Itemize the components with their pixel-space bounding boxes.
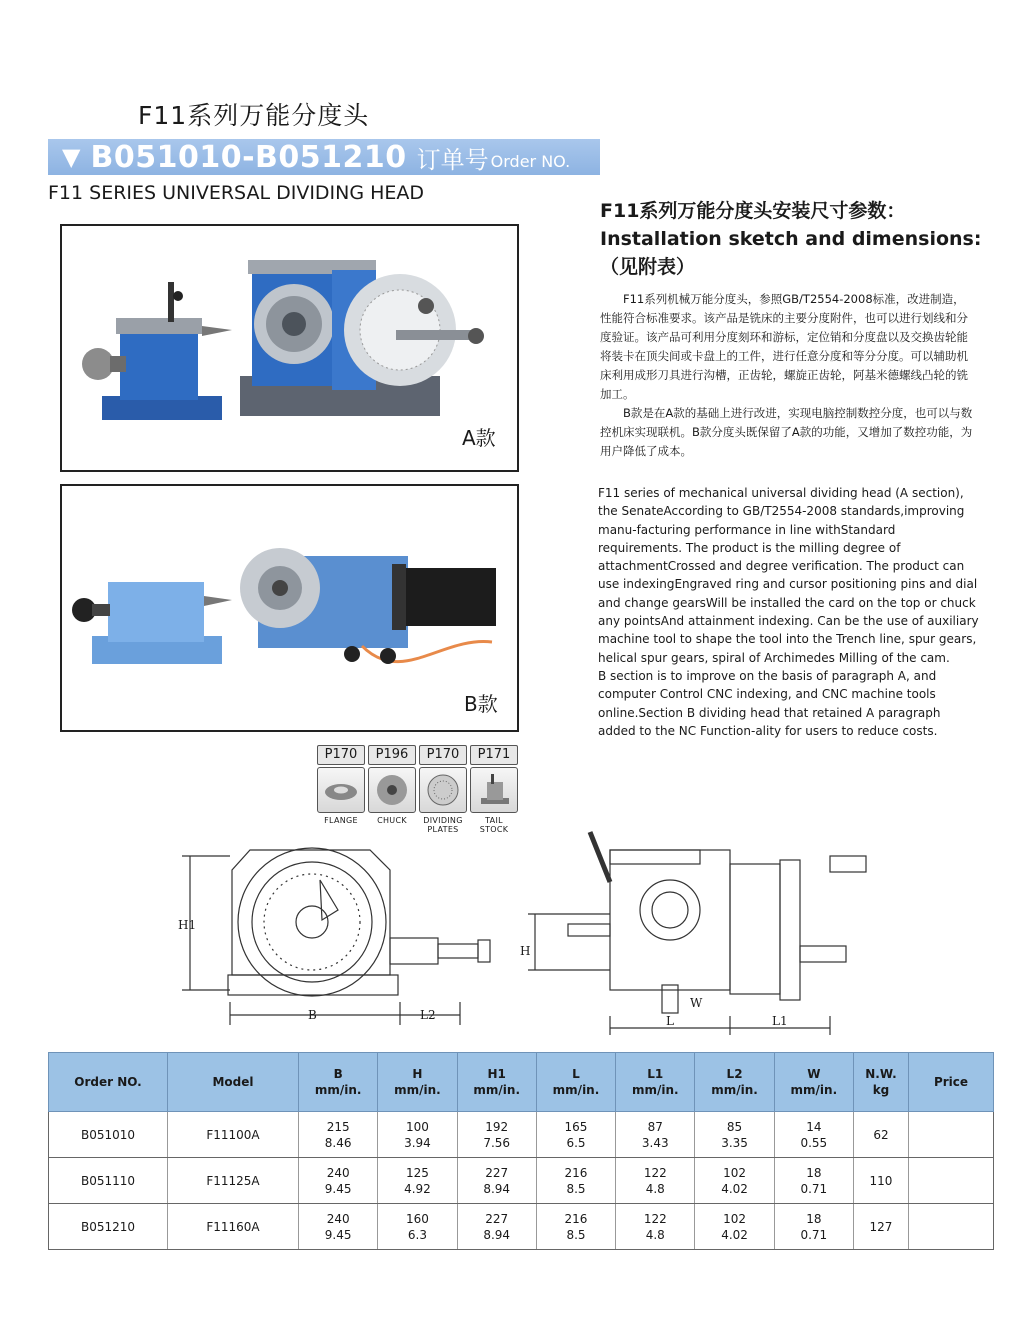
table-cell: B051010 [49,1112,168,1158]
spec-title-en: Installation sketch and dimensions: [600,228,982,250]
table-cell: 122 4.8 [616,1158,695,1204]
col-h1: H1 mm/in. [457,1053,536,1112]
spec-table [48,1052,994,1250]
page-title-en: F11 SERIES UNIVERSAL DIVIDING HEAD [48,182,425,204]
table-cell: F11100A [168,1112,299,1158]
dim-h-label: H [520,944,531,958]
spec-title-cn: F11系列万能分度头安装尺寸参数： [600,200,906,222]
accessory-page: P171 [470,745,518,765]
table-cell: 18 0.71 [774,1204,853,1250]
table-row [49,1204,994,1250]
col-w: W mm/in. [774,1053,853,1112]
triangle-down-icon: ▼ [62,143,81,171]
dim-l2-label: L2 [420,1008,436,1022]
table-cell: 216 8.5 [536,1204,615,1250]
table-cell: 122 4.8 [616,1204,695,1250]
table-cell-price [909,1204,994,1250]
dividing-head-a-image [62,226,517,470]
description-en [598,484,980,740]
order-label-en: Order NO. [490,151,571,171]
table-cell: 165 6.5 [536,1112,615,1158]
description-cn-p2: B款是在A款的基础上进行改进，实现电脑控制数控分度，也可以与数控机床实现联机。B款分度头既保留了A款的功能，又增加了数控功能，为用户降低了成本。 [600,406,973,458]
table-cell-price [909,1158,994,1204]
spec-title-note: （见附表） [600,256,696,278]
dim-l-label: L [666,1014,674,1028]
col-l: L mm/in. [536,1053,615,1112]
order-label-cn: 订单号 [416,145,489,174]
photo-a-label: A款 [462,426,496,450]
accessory-label: TAIL STOCK [479,816,509,834]
flange-icon [317,767,365,813]
spec-heading [600,197,981,281]
table-cell: 18 0.71 [774,1158,853,1204]
dim-l1-label: L1 [772,1014,788,1028]
description-en-p2: B section is to improve on the basis of paragraph A, and computer Control CNC indexing, and CNC machine tools online.Section B dividing head that retained A paragraph added to the NC Function-ality for users to reduce costs. [598,668,941,738]
table-cell: 240 9.45 [299,1158,378,1204]
dim-h1-label: H1 [178,918,197,932]
table-cell: B051210 [49,1204,168,1250]
table-cell: 87 3.43 [616,1112,695,1158]
table-header-row [49,1053,994,1112]
photo-b-frame [60,484,519,732]
dim-b-label: B [308,1008,317,1022]
table-cell: 62 [853,1112,908,1158]
photo-a-frame [60,224,519,472]
dividing-head-b-image [62,486,517,730]
accessory-label: DIVIDING PLATES [423,816,463,834]
technical-drawing [170,820,900,1040]
order-banner [48,139,600,175]
accessory-page: P196 [368,745,416,765]
table-cell: 227 8.94 [457,1204,536,1250]
table-row [49,1158,994,1204]
accessory-page: P170 [317,745,365,765]
dim-w-label: W [690,996,703,1010]
table-cell: 127 [853,1204,908,1250]
order-range: B051010-B051210 [90,139,407,175]
table-row [49,1112,994,1158]
col-l1: L1 mm/in. [616,1053,695,1112]
table-cell: 85 3.35 [695,1112,774,1158]
accessory-label: FLANGE [324,816,358,825]
front-view-drawing [182,848,490,1025]
table-cell: 227 8.94 [457,1158,536,1204]
table-cell: 100 3.94 [378,1112,457,1158]
col-model: Model [168,1053,299,1112]
table-cell: 240 9.45 [299,1204,378,1250]
table-cell: 192 7.56 [457,1112,536,1158]
chuck-icon [368,767,416,813]
accessory-label: CHUCK [377,816,407,825]
table-cell: F11160A [168,1204,299,1250]
accessory-page: P170 [419,745,467,765]
col-h: H mm/in. [378,1053,457,1112]
col-order-no: Order NO. [49,1053,168,1112]
tailstock-icon [470,767,518,813]
description-en-p1: F11 series of mechanical universal dividing head (A section), the SenateAccording to GB/T2554-2008 standards,improving manu-facturing performance in line withStandard requirements. The product is the milling degree of attachmentCrossed and degree verification. The product can use indexingEngraved ring and cursor positioning pins and dial and change gearsWill be installed the card on the top or chuck any pointsAnd attainment indexing. Can be the use of auxiliary machine tool to shape the tool into the Trench line, spur gears, helical spur gears, spiral of Archimedes Milling of the cam. [598,486,979,665]
table-cell: 102 4.02 [695,1204,774,1250]
page-title-cn: F11系列万能分度头 [138,101,370,130]
description-cn-p1: F11系列机械万能分度头，参照GB/T2554-2008标准，改进制造，性能符合标准要求。该产品是铣床的主要分度附件，也可以进行划线和分度验证。该产品可利用分度刻环和游标，定位销和分度盘以及交换齿轮能将装卡在顶尖间或卡盘上的工件，进行任意分度和等分分度。可以辅助机床利用成形刀具进行沟槽，正齿轮，螺旋正齿轮，阿基米德螺线凸轮的铣加工。 [600,292,968,401]
col-b: B mm/in. [299,1053,378,1112]
table-cell-price [909,1112,994,1158]
table-cell: 216 8.5 [536,1158,615,1204]
photo-b-label: B款 [464,692,498,716]
table-cell: 215 8.46 [299,1112,378,1158]
table-cell: 125 4.92 [378,1158,457,1204]
table-cell: 110 [853,1158,908,1204]
col-l2: L2 mm/in. [695,1053,774,1112]
table-cell: 160 6.3 [378,1204,457,1250]
col-nw: N.W. kg [853,1053,908,1112]
table-cell: F11125A [168,1158,299,1204]
table-cell: 102 4.02 [695,1158,774,1204]
description-cn [600,290,976,461]
table-cell: B051110 [49,1158,168,1204]
col-price: Price [909,1053,994,1112]
dividing-plate-icon [419,767,467,813]
table-cell: 14 0.55 [774,1112,853,1158]
